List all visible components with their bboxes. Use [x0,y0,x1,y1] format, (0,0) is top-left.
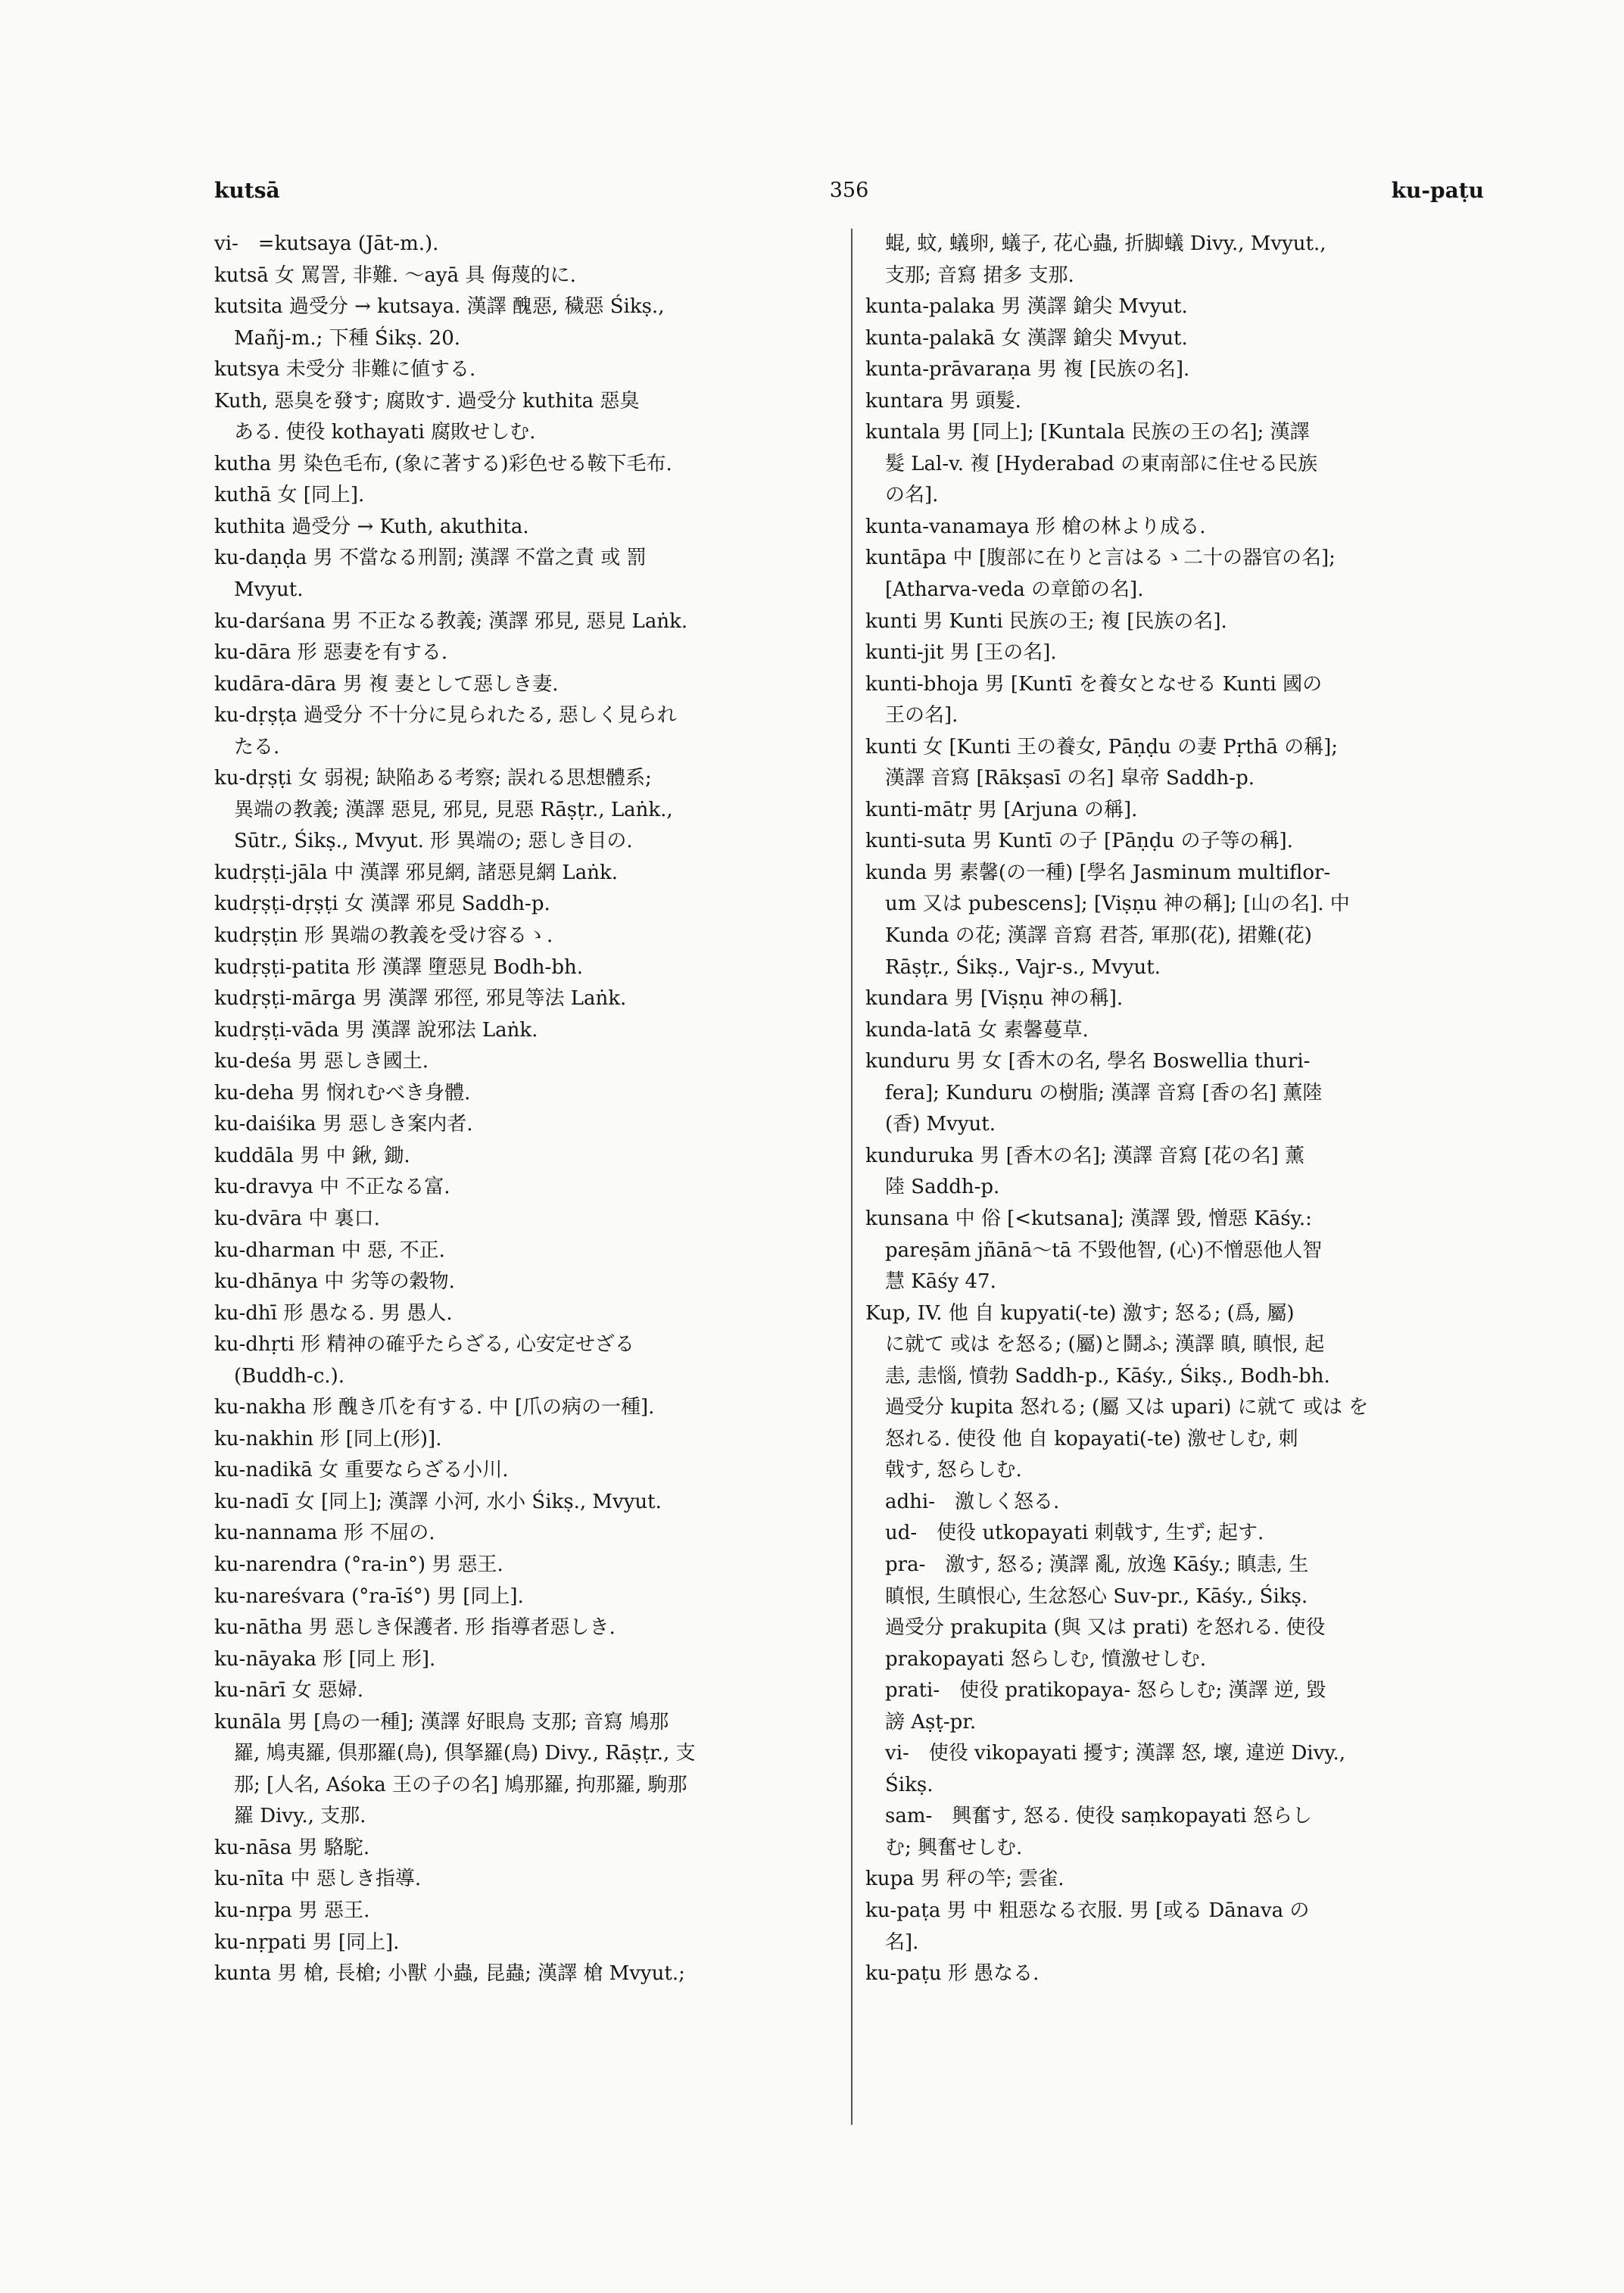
entry-line: pareṣām jñānā～tā 不毀他智, (心)不憎惡他人智 [865,1238,1323,1262]
entry-line: fera]; Kunduru の樹脂; 漢譯 音寫 [香の名] 薰陸 [865,1081,1323,1104]
entry-line: kuntara 男 頭髮. [865,389,1021,413]
entry-line: kunduruka 男 [香木の名]; 漢譯 音寫 [花の名] 薰 [865,1144,1304,1167]
entry-line: ku-nannama 形 不屈の. [214,1522,435,1545]
entry-line: kuddāla 男 中 鍬, 鋤. [214,1144,410,1167]
entry-line: prati- 使役 pratikopaya- 怒らしむ; 漢譯 逆, 毀 [865,1679,1326,1703]
entry-line: kunti-jit 男 [王の名]. [865,641,1057,665]
entry-line: 謗 Aṣṭ-pr. [865,1710,977,1734]
entry-line: kuntala 男 [同上]; [Kuntala 民族の王の名]; 漢譯 [865,421,1310,444]
entry-line: vi- 使役 vikopayati 擾す; 漢譯 怒, 壞, 違逆 Divy., [865,1742,1346,1765]
entry-line: kunti-bhoja 男 [Kuntī を養女となせる Kunti 國の [865,672,1323,696]
entry-line: kunda 男 素馨(の一種) [學名 Jasminum multiflor- [865,861,1331,884]
entry-line: kutsya 未受分 非難に値する. [214,358,476,382]
entry-line: ある. 使役 kothayati 腐敗せしむ. [214,421,536,444]
entry-line: 異端の教義; 漢譯 惡見, 邪見, 見惡 Rāṣṭr., Laṅk., [214,798,673,821]
entry-line: kundara 男 [Viṣṇu 神の稱]. [865,987,1124,1011]
entry-line: kudṛṣṭin 形 異端の教義を受け容るゝ. [214,924,553,948]
entry-line: kudṛṣṭi-patita 形 漢譯 墮惡見 Bodh-bh. [214,955,583,979]
entry-line: ku-daiśika 男 惡しき案内者. [214,1113,473,1136]
entry-line: たる. [214,735,280,759]
entry-line: kunti-suta 男 Kuntī の子 [Pāṇḍu の子等の稱]. [865,830,1293,853]
entry-line: 怒れる. 使役 他 自 kopayati(-te) 激せしむ, 刺 [865,1427,1298,1450]
entry-line: ku-nṛpa 男 惡王. [214,1899,370,1922]
entry-line: ku-dravya 中 不正なる富. [214,1176,450,1199]
entry-line: kunsana 中 俗 [<kutsana]; 漢譯 毀, 憎惡 Kāśy.: [865,1207,1312,1230]
entry-line: Mañj-m.; 下種 Śikṣ. 20. [214,326,461,350]
entry-line: kuthita 過受分 → Kuth, akuthita. [214,515,529,538]
entry-line: 王の名]. [865,704,959,727]
entry-line: Kunda の花; 漢譯 音寫 君荅, 軍那(花), 捃難(花) [865,924,1312,948]
entry-line: kunāla 男 [鳥の一種]; 漢譯 好眼鳥 支那; 音寫 鳩那 [214,1710,669,1734]
entry-line: kudṛṣṭi-jāla 中 漢譯 邪見網, 諸惡見網 Laṅk. [214,861,618,884]
entry-line: sam- 興奮す, 怒る. 使役 saṃkopayati 怒らし [865,1805,1312,1828]
entry-line: 陸 Saddh-p. [865,1176,1000,1199]
entry-line: ku-dṛṣṭi 女 弱視; 缺陥ある考察; 誤れる思想體系; [214,767,652,790]
entry-line: kutha 男 染色毛布, (象に著する)彩色せる鞍下毛布. [214,452,672,475]
entry-line: 戟す, 怒らしむ. [865,1459,1022,1482]
entry-line: kudṛṣṭi-vāda 男 漢譯 說邪法 Laṅk. [214,1018,538,1042]
page-number: 356 [829,179,869,202]
entry-line: ku-dhī 形 愚なる. 男 愚人. [214,1301,453,1325]
entry-line: 羅, 鳩夷羅, 倶那羅(鳥), 倶拏羅(鳥) Divy., Rāṣṭr., 支 [214,1742,696,1765]
entry-line: kunti 女 [Kunti 王の養女, Pāṇḍu の妻 Pṛthā の稱]; [865,735,1339,759]
entry-line: ku-nīta 中 惡しき指導. [214,1868,422,1891]
entry-line: (Buddh-c.). [214,1364,345,1388]
entry-line: kunduru 男 女 [香木の名, 學名 Boswellia thuri- [865,1050,1311,1073]
entry-line: ud- 使役 utkopayati 刺戟す, 生ず; 起す. [865,1522,1264,1545]
entry-line: ku-daṇḍa 男 不當なる刑罰; 漢譯 不當之責 或 罰 [214,547,647,570]
entry-line: 髮 Lal-v. 複 [Hyderabad の東南部に住せる民族 [865,452,1318,475]
entry-line: 羅 Divy., 支那. [214,1805,366,1828]
entry-line: 名]. [865,1930,919,1954]
entry-line: kunta 男 槍, 長槍; 小獸 小蟲, 昆蟲; 漢譯 槍 Mvyut.; [214,1962,685,1986]
entry-line: ku-paṭu 形 愚なる. [865,1962,1040,1986]
entry-line: kuthā 女 [同上]. [214,484,365,507]
entry-line: ku-narendra (°ra-in°) 男 惡王. [214,1553,503,1576]
entry-line: ku-nāsa 男 駱駝. [214,1836,370,1859]
entry-line: ku-nadikā 女 重要ならざる小川. [214,1459,509,1482]
entry-line: ku-nāyaka 形 [同上 形]. [214,1647,436,1671]
entry-line: Kup, IV. 他 自 kupyati(-te) 激す; 怒る; (爲, 屬) [865,1301,1295,1325]
entry-line: ku-nareśvara (°ra-īś°) 男 [同上]. [214,1584,524,1608]
entry-line: kunta-palakā 女 漢譯 鎗尖 Mvyut. [865,326,1188,350]
entry-line: の名]. [865,484,939,507]
left-column [214,229,839,1990]
entry-line: 過受分 prakupita (與 又は prati) を怒れる. 使役 [865,1616,1326,1640]
entry-line: Rāṣṭr., Śikṣ., Vajr-s., Mvyut. [865,955,1161,979]
entry-line: ku-dhānya 中 劣等の穀物. [214,1270,455,1294]
entry-line: Mvyut. [214,578,304,602]
entry-line: kunta-palaka 男 漢譯 鎗尖 Mvyut. [865,295,1188,319]
entry-line: (香) Mvyut. [865,1113,996,1136]
entry-line: ku-dvāra 中 裏口. [214,1207,380,1230]
entry-line: Sūtr., Śikṣ., Mvyut. 形 異端の; 惡しき目の. [214,830,633,853]
entry-line: kunta-prāvaraṇa 男 複 [民族の名]. [865,358,1190,382]
entry-line: ku-dhṛti 形 精神の確乎たらざる, 心安定せざる [214,1333,634,1357]
entry-line: む; 興奮せしむ. [865,1836,1023,1859]
column-divider [851,229,853,2125]
entry-line: ku-nṛpati 男 [同上]. [214,1930,400,1954]
entry-line: prakopayati 怒らしむ, 憤激せしむ. [865,1647,1207,1671]
entry-line: ku-deha 男 悯れむべき身體. [214,1081,471,1104]
entry-line: 漢譯 音寫 [Rākṣasī の名] 皐帝 Saddh-p. [865,767,1255,790]
entry-line: vi- =kutsaya (Jāt-m.). [214,232,439,255]
entry-line: ku-paṭa 男 中 粗惡なる衣服. 男 [或る Dānava の [865,1899,1310,1922]
right-column [865,229,1485,1990]
entry-line: ku-deśa 男 惡しき國土. [214,1050,429,1073]
entry-line: 瞋恨, 生瞋恨心, 生忿怒心 Suv-pr., Kāśy., Śikṣ. [865,1584,1308,1608]
entry-line: ku-dṛṣṭa 過受分 不十分に見られたる, 惡しく見られ [214,704,677,727]
entry-line: kudṛṣṭi-dṛṣṭi 女 漢譯 邪見 Saddh-p. [214,893,550,916]
entry-line: 恚, 恚惱, 憤勃 Saddh-p., Kāśy., Śikṣ., Bodh-bh. [865,1364,1330,1388]
entry-line: ku-dāra 形 惡妻を有する. [214,641,448,665]
entry-line: 蜫, 蚊, 蟻卵, 蟻子, 花心蟲, 折脚蟻 Divy., Mvyut., [865,232,1326,255]
entry-line: ku-nātha 男 惡しき保護者. 形 指導者惡しき. [214,1616,616,1640]
entry-line: ku-darśana 男 不正なる教義; 漢譯 邪見, 惡見 Laṅk. [214,609,688,633]
entry-line: kupa 男 秤の竿; 雲雀. [865,1868,1064,1891]
running-header [214,176,1484,206]
header-first-entry: kutsā [214,178,280,203]
entry-line: kunti 男 Kunti 民族の王; 複 [民族の名]. [865,609,1227,633]
entry-line: kuntāpa 中 [腹部に在りと言はるゝ二十の器官の名]; [865,547,1336,570]
entry-line: ku-nakha 形 醜き爪を有する. 中 [爪の病の一種]. [214,1396,655,1419]
entry-line: kunti-mātṛ 男 [Arjuna の稱]. [865,798,1138,821]
entry-line: ku-nadī 女 [同上]; 漢譯 小河, 水小 Śikṣ., Mvyut. [214,1490,662,1513]
entry-line: ku-dharman 中 惡, 不正. [214,1238,445,1262]
entry-line: に就て 或は を怒る; (屬)と鬪ふ; 漢譯 瞋, 瞋恨, 起 [865,1333,1325,1357]
entry-line: ku-nārī 女 惡婦. [214,1679,364,1703]
entry-line: 那; [人名, Aśoka 王の子の名] 鳩那羅, 拘那羅, 駒那 [214,1773,687,1796]
entry-line: kutsā 女 罵詈, 非難. ～ayā 具 侮蔑的に. [214,263,576,287]
entry-line: ku-nakhin 形 [同上(形)]. [214,1427,442,1450]
entry-line: 過受分 kupita 怒れる; (屬 又は upari) に就て 或は を [865,1396,1369,1419]
entry-line: [Atharva-veda の章節の名]. [865,578,1144,602]
entry-line: kutsita 過受分 → kutsaya. 漢譯 醜惡, 穢惡 Śikṣ., [214,295,665,319]
entry-line: Kuth, 惡臭を發す; 腐敗す. 過受分 kuthita 惡臭 [214,389,640,413]
entry-line: 慧 Kāśy 47. [865,1270,996,1294]
entry-line: Śikṣ. [865,1773,934,1796]
header-last-entry: ku-paṭu [1391,178,1484,203]
entry-line: kudṛṣṭi-mārga 男 漢譯 邪徑, 邪見等法 Laṅk. [214,987,627,1011]
entry-line: pra- 激す, 怒る; 漢譯 亂, 放逸 Kāśy.; 瞋恚, 生 [865,1553,1309,1576]
entry-line: kunta-vanamaya 形 槍の林より成る. [865,515,1206,538]
entry-line: kudāra-dāra 男 複 妻として惡しき妻. [214,672,559,696]
entry-line: adhi- 激しく怒る. [865,1490,1060,1513]
entry-line: kunda-latā 女 素馨蔓草. [865,1018,1089,1042]
entry-line: 支那; 音寫 捃多 支那. [865,263,1074,287]
entry-line: um 又は pubescens]; [Viṣṇu 神の稱]; [山の名]. 中 [865,893,1350,916]
